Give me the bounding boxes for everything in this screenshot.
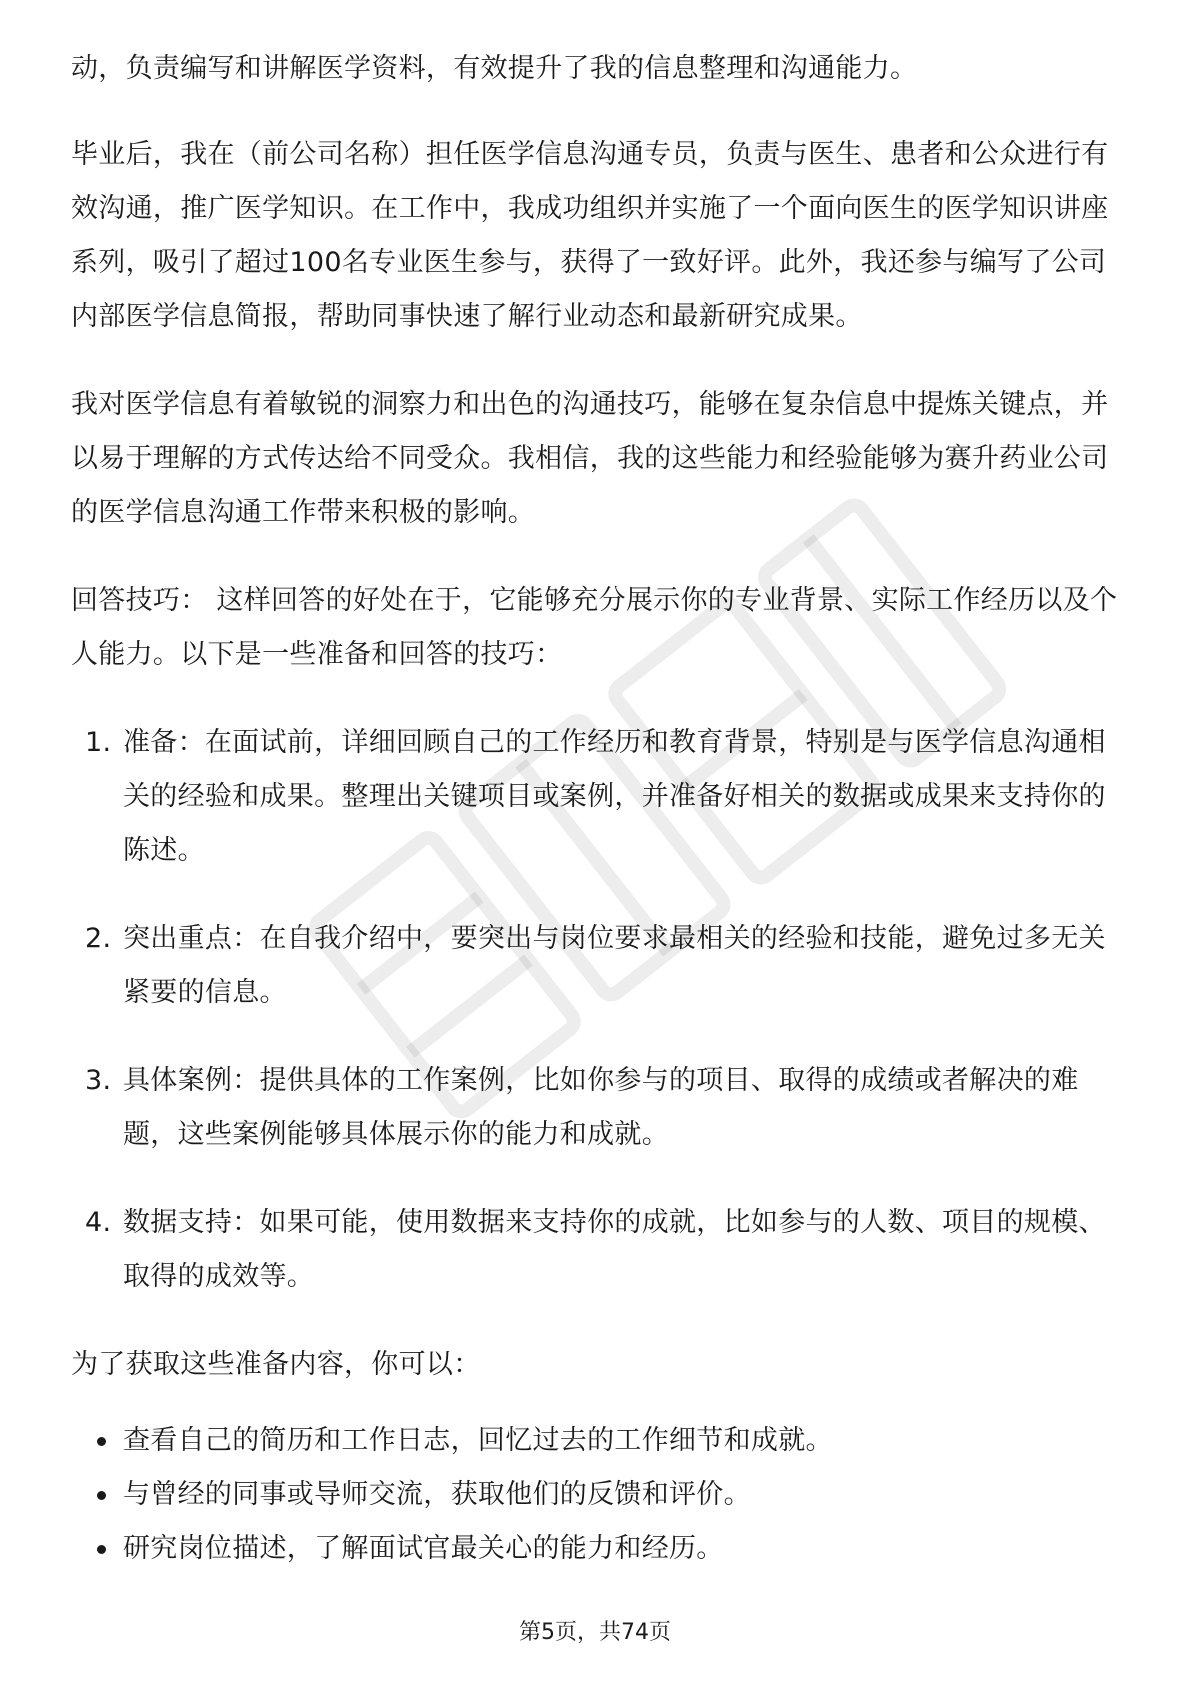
paragraph-2: 毕业后，我在（前公司名称）担任医学信息沟通专员，负责与医生、患者和公众进行有效沟通，推广医学知识。在工作中，我成功组织并实施了一个面向医生的医学知识讲座系列，吸引了超过100名专业医生参与，获得了一致好评。此外，我还参与编写了公司内部医学信息简报，帮助同事快速了解行业动态和最新研究成果。 [71,139,1109,332]
tip-number: 3. [85,1065,112,1096]
tip-text: 数据支持：如果可能，使用数据来支持你的成就，比如参与的人数、项目的规模、取得的成效等。 [123,1207,1106,1292]
bullet-item [71,1522,1121,1576]
paragraph-answer-tips: 回答技巧： 这样回答的好处在于，它能够充分展示你的专业背景、实际工作经历以及个人能力。以下是一些准备和回答的技巧： [71,585,1118,670]
tip-number: 1. [85,727,112,758]
paragraph-1: 动，负责编写和讲解医学资料，有效提升了我的信息整理和沟通能力。 [71,53,918,84]
bullet-list [71,1414,1121,1576]
tip-item [71,1054,1121,1162]
page-footer [0,1618,1190,1648]
main-content [71,42,1121,1576]
bullet-dot-icon [97,1437,106,1446]
bullet-text: 与曾经的同事或导师交流，获取他们的反馈和评价。 [123,1479,751,1510]
tips-list [71,716,1121,1304]
tip-text: 具体案例：提供具体的工作案例，比如你参与的项目、取得的成绩或者解决的难题，这些案例能够具体展示你的能力和成就。 [123,1065,1079,1150]
tip-number: 4. [85,1207,112,1238]
paragraph-3: 我对医学信息有着敏锐的洞察力和出色的沟通技巧，能够在复杂信息中提炼关键点，并以易于理解的方式传达给不同受众。我相信，我的这些能力和经验能够为赛升药业公司的医学信息沟通工作带来积极的影响。 [71,389,1109,528]
paragraph-bullets-intro: 为了获取这些准备内容，你可以： [71,1349,481,1380]
bullet-item [71,1468,1121,1522]
tip-item [71,716,1121,878]
bullet-dot-icon [97,1491,106,1500]
bullet-item [71,1414,1121,1468]
bullet-text: 研究岗位描述，了解面试官最关心的能力和经历。 [123,1533,724,1564]
tip-number: 2. [85,923,112,954]
page-number: 第5页，共74页 [519,1620,671,1645]
tip-text: 突出重点：在自我介绍中，要突出与岗位要求最相关的经验和技能，避免过多无关紧要的信息。 [123,923,1106,1008]
tip-item [71,1196,1121,1304]
bullet-text: 查看自己的简历和工作日志，回忆过去的工作细节和成就。 [123,1425,833,1456]
tip-text: 准备：在面试前，详细回顾自己的工作经历和教育背景，特别是与医学信息沟通相关的经验和成果。整理出关键项目或案例，并准备好相关的数据或成果来支持你的陈述。 [123,727,1106,866]
tip-item [71,912,1121,1020]
bullet-dot-icon [97,1545,106,1554]
